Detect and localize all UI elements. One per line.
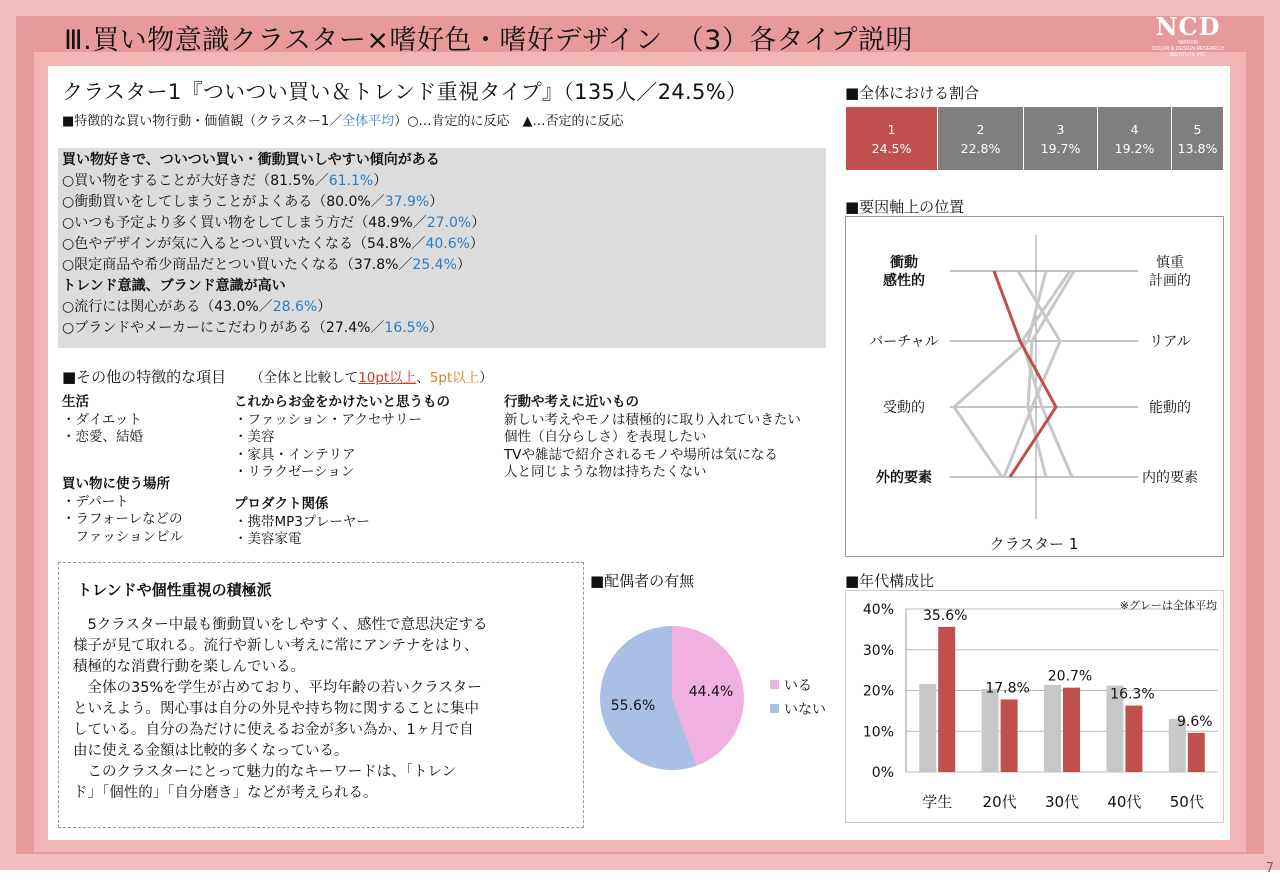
summary-title: トレンドや個性重視の積極派	[77, 581, 272, 599]
age-bar-cluster	[1125, 706, 1142, 772]
share-segment-label: 1	[887, 122, 896, 137]
note-sep: 、	[416, 370, 430, 386]
age-bar-cluster	[938, 627, 955, 772]
age-bar-cluster	[1063, 688, 1080, 772]
axis-left-label: 衝動感性的	[883, 255, 925, 289]
other-title: ■その他の特徴的な項目	[62, 368, 227, 386]
axis-right-label: 能動的	[1149, 400, 1191, 416]
age-data-label: 17.8%	[985, 680, 1030, 697]
age-ytick: 40%	[862, 602, 894, 618]
feature-average: 40.6%	[425, 236, 470, 252]
slide-title: Ⅲ.買い物意識クラスター×嗜好色・嗜好デザイン （3）各タイプ説明	[64, 25, 913, 56]
share-segment-value: 19.2%	[1114, 141, 1155, 156]
share-segment-value: 24.5%	[871, 141, 912, 156]
summary-line: といえよう。関心事は自分の外見や持ち物に関することに集中	[73, 701, 479, 717]
share-segment-label: 5	[1193, 122, 1202, 137]
legend-average: 全体平均	[342, 114, 395, 129]
summary-body	[73, 615, 573, 804]
cluster-legend	[62, 110, 624, 129]
feature-end: ）	[373, 173, 388, 189]
other-item: ・美容家電	[234, 531, 302, 547]
feature-item	[62, 213, 485, 234]
feature-end: ）	[429, 194, 444, 210]
feature-text: ○いつも予定より多く買い物をしてしまう方だ（48.9%／	[62, 215, 427, 231]
feature-heading	[62, 150, 440, 171]
axis-right-label: 慎重計画的	[1149, 255, 1191, 289]
share-segment-value: 22.8%	[960, 141, 1001, 156]
pie-legend-label: いる	[784, 678, 812, 694]
col-heading: 行動や考えに近いもの	[504, 394, 639, 410]
pie-slice-label: 44.4%	[688, 684, 734, 701]
feature-text: ○衝動買いをしてしまうことがよくある（80.0%／	[62, 194, 385, 210]
feature-average: 28.6%	[272, 299, 318, 315]
feature-item	[62, 171, 387, 192]
age-chart-box	[845, 590, 1224, 823]
other-col-place	[62, 476, 183, 546]
feature-text: 買い物好きで、ついつい買い・衝動買いしやすい傾向がある	[62, 152, 440, 168]
age-chart	[846, 591, 1223, 822]
col-heading: これからお金をかけたいと思うもの	[234, 394, 450, 410]
share-segment-value: 13.8%	[1177, 141, 1218, 156]
logo-sub-3: INSTITUTE INC.	[1169, 52, 1207, 58]
axis-left-label: 外的要素	[876, 470, 932, 486]
other-item: TVや雑誌で紹介されるモノや場所は気になる	[504, 446, 778, 463]
other-note	[250, 370, 493, 386]
axis-left-label: 受動的	[883, 400, 925, 416]
axis-right-label: リアル	[1149, 334, 1191, 350]
feature-item	[62, 234, 484, 255]
feature-average: 16.5%	[384, 320, 429, 336]
col-heading: 買い物に使う場所	[62, 476, 170, 492]
age-category-label: 40代	[1107, 793, 1142, 811]
logo-sub-1: NIPPON	[1178, 40, 1198, 46]
title-bar	[34, 8, 1246, 58]
summary-line: している。自分の為だけに使えるお金が多い為か、1ヶ月で自	[73, 722, 474, 738]
feature-heading	[62, 276, 286, 297]
summary-line: 積極的な消費行動を楽しんでいる。	[73, 659, 305, 675]
feature-text: ○流行には関心がある（43.0%／	[62, 299, 273, 315]
feature-text: ○限定商品や希少商品だとつい買いたくなる（37.8%／	[62, 257, 413, 273]
other-item: ・リラクゼーション	[234, 464, 355, 480]
other-col-behavior	[504, 394, 801, 482]
age-category-label: 学生	[922, 793, 953, 811]
other-col-product	[234, 496, 370, 549]
axis-left-label: バーチャル	[869, 334, 939, 350]
logo-sub-2: COLOR & DESIGN RESEARCH	[1151, 46, 1225, 52]
feature-item	[62, 318, 443, 339]
age-category-label: 50代	[1169, 793, 1204, 811]
age-bar-cluster	[1001, 699, 1018, 772]
share-segment-label: 4	[1130, 122, 1139, 137]
age-data-label: 35.6%	[922, 607, 968, 624]
feature-end: ）	[428, 320, 443, 336]
axis-caption: クラスター 1	[989, 535, 1079, 553]
feature-item	[62, 255, 471, 276]
summary-line: 5クラスター中最も衝動買いをしやすく、感性で意思決定する	[73, 617, 488, 633]
share-segment-4	[1098, 107, 1172, 170]
age-ytick: 20%	[862, 683, 894, 700]
feature-end: ）	[317, 299, 332, 315]
other-item: ・ダイエット	[62, 411, 142, 428]
legend-prefix: ■特徴的な買い物行動・価値観（クラスター1／	[62, 114, 343, 129]
other-item: ・ファッション・アクセサリー	[234, 411, 423, 428]
axis-title: ■要因軸上の位置	[845, 198, 965, 216]
feature-end: ）	[456, 257, 471, 273]
summary-line: ド」「個性的」「自分磨き」などが考えられる。	[73, 785, 378, 801]
feature-text: ○ブランドやメーカーにこだわりがある（27.4%／	[62, 320, 385, 336]
age-ytick: 0%	[871, 765, 894, 781]
feature-text: ○買い物をすることが大好きだ（81.5%／	[62, 173, 329, 189]
other-item: ・デパート	[62, 493, 129, 510]
other-item: ・ラフォーレなどの	[62, 511, 183, 527]
share-segment-label: 2	[976, 122, 985, 137]
summary-box	[58, 562, 584, 828]
pie-legend-swatch	[770, 704, 779, 713]
feature-average: 61.1%	[328, 173, 374, 189]
other-item: ・携帯MP3プレーヤー	[234, 513, 370, 530]
company-logo	[1148, 14, 1228, 60]
age-ytick: 10%	[862, 724, 894, 741]
other-item: 人と同じような物は持ちたくない	[504, 464, 707, 480]
note-suffix: ）	[479, 370, 493, 386]
age-category-label: 30代	[1044, 793, 1080, 811]
age-data-label: 9.6%	[1177, 713, 1213, 730]
share-segment-5	[1172, 107, 1224, 170]
share-segment-label: 3	[1056, 122, 1065, 137]
feature-average: 37.9%	[384, 194, 430, 210]
age-note: ※グレーは全体平均	[1119, 599, 1217, 612]
axis-svg	[846, 217, 1222, 555]
other-item: ・美容	[234, 429, 275, 445]
spouse-title: ■配偶者の有無	[590, 572, 695, 590]
other-col-life	[62, 394, 143, 447]
note-red: 10pt以上	[358, 370, 417, 386]
other-item: ファッションビル	[62, 528, 183, 545]
note-orange: 5pt以上	[429, 370, 480, 386]
other-item: ・家具・インテリア	[234, 446, 356, 463]
pie-slice-label: 55.6%	[610, 697, 656, 714]
age-bar-average	[982, 689, 999, 772]
feature-text: トレンド意識、ブランド意識が高い	[62, 278, 286, 294]
share-segment-2	[938, 107, 1024, 170]
other-item: 新しい考えやモノは積極的に取り入れていきたい	[504, 411, 801, 428]
age-data-label: 16.3%	[1110, 686, 1155, 703]
axis-right-label: 内的要素	[1142, 470, 1198, 486]
age-bar-average	[1044, 685, 1061, 772]
age-category-label: 20代	[982, 793, 1017, 811]
page-number: 7	[1265, 861, 1274, 876]
feature-item	[62, 297, 331, 318]
age-title: ■年代構成比	[845, 572, 935, 590]
share-title: ■全体における割合	[845, 84, 980, 102]
summary-line: 由に使える金額は比較的多くなっている。	[73, 743, 349, 759]
col-heading: 生活	[62, 394, 89, 410]
share-segment-value: 19.7%	[1040, 141, 1081, 156]
note-prefix: （全体と比較して	[250, 370, 359, 386]
cluster-heading: クラスター1『ついつい買い＆トレンド重視タイプ』（135人／24.5%）	[62, 80, 748, 104]
share-segment-1	[846, 107, 938, 170]
other-col-spend	[234, 394, 450, 482]
summary-line: このクラスターにとって魅力的なキーワードは、「トレン	[73, 764, 457, 780]
other-item: 個性（自分らしさ）を表現したい	[504, 429, 707, 445]
share-segment-3	[1024, 107, 1098, 170]
summary-line: 様子が見て取れる。流行や新しい考えに常にアンテナをはり、	[73, 638, 479, 654]
share-bar	[846, 107, 1224, 170]
feature-end: ）	[469, 236, 484, 252]
feature-average: 27.0%	[426, 215, 472, 231]
feature-item	[62, 192, 443, 213]
other-item: ・恋愛、結婚	[62, 429, 143, 445]
other-section-title	[62, 366, 493, 387]
pie-legend-label: いない	[784, 702, 826, 718]
legend-suffix: ）○…肯定的に反応 ▲…否定的に反応	[394, 114, 624, 129]
feature-average: 25.4%	[412, 257, 457, 273]
age-ytick: 30%	[862, 642, 894, 659]
age-data-label: 20.7%	[1047, 668, 1093, 685]
feature-text: ○色やデザインが気に入るとつい買いたくなる（54.8%／	[62, 236, 426, 252]
summary-line: 全体の35%を学生が占めており、平均年齢の若いクラスター	[73, 680, 482, 696]
axis-chart	[845, 216, 1224, 557]
feature-end: ）	[471, 215, 486, 231]
pie-legend-swatch	[770, 680, 779, 689]
logo-mark: NCD	[1155, 12, 1221, 41]
age-bar-cluster	[1188, 733, 1205, 772]
age-bar-average	[919, 684, 936, 772]
spouse-pie	[592, 618, 832, 778]
col-heading: プロダクト関係	[234, 496, 329, 512]
